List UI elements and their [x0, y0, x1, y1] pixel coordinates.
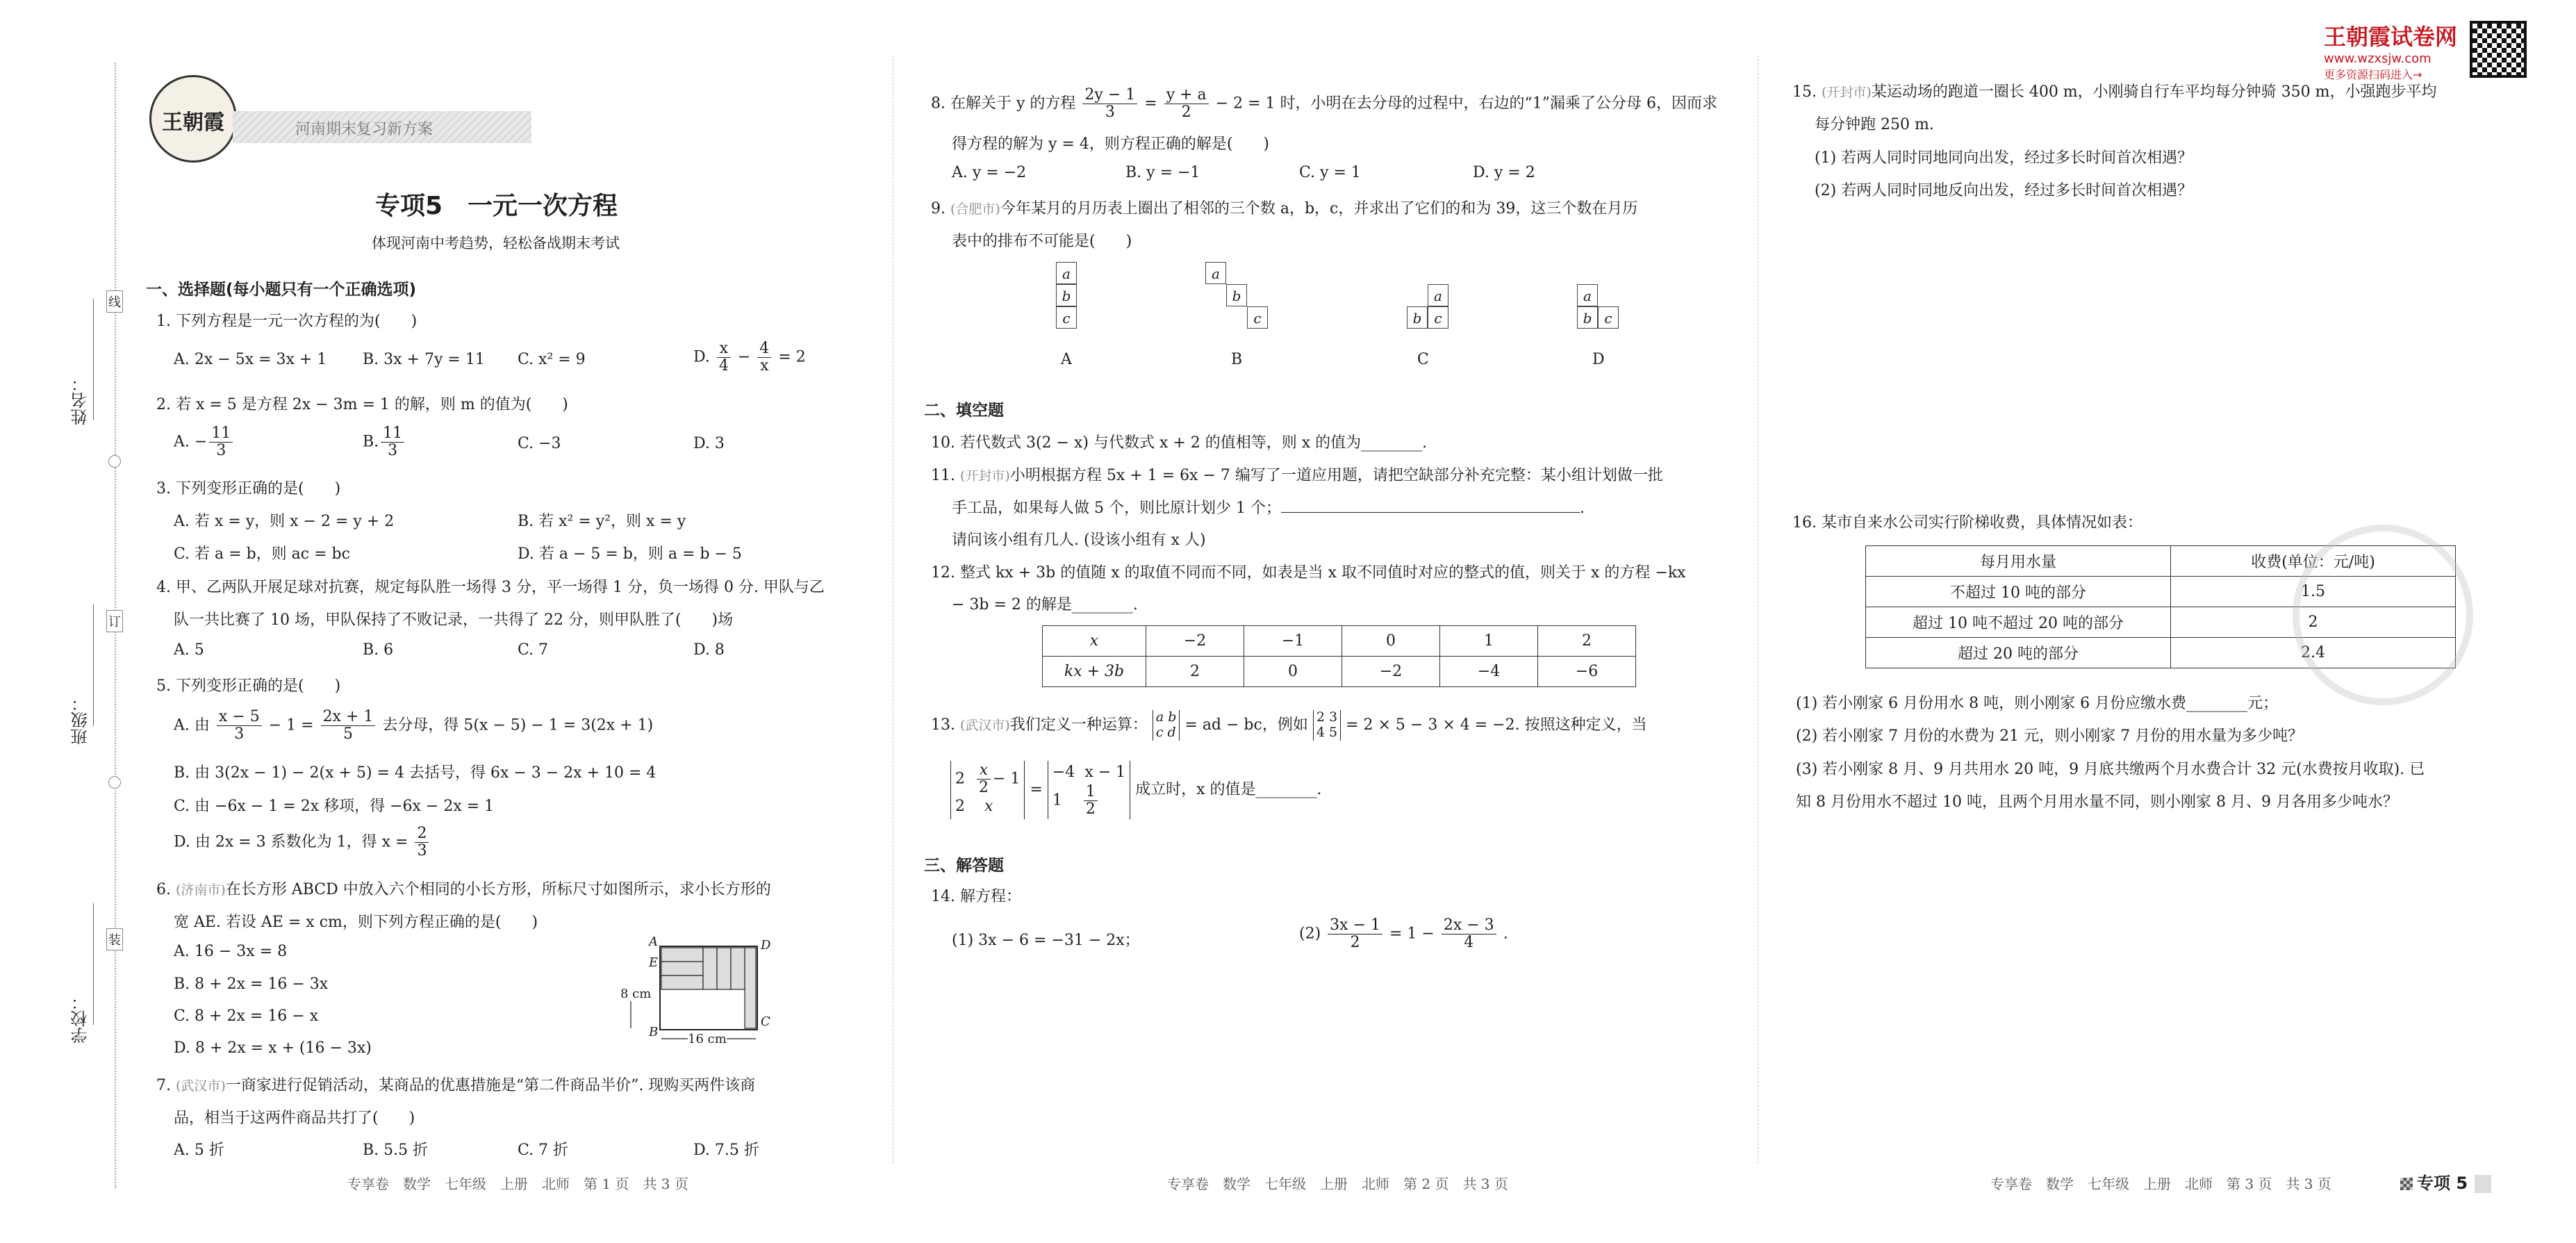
q2-stem: 2. 若 x = 5 是方程 2x − 3m = 1 的解，则 m 的值为( )	[156, 396, 568, 413]
q11-line3: 请问该小组有几人. (设该小组有 x 人)	[952, 532, 1206, 549]
page-title: 专项5 一元一次方程	[375, 192, 618, 220]
q6-option-c: C. 8 + 2x = 16 − x	[174, 1007, 319, 1025]
q9-label-a: A	[1061, 351, 1072, 368]
tag-corner-icon	[2400, 1178, 2413, 1190]
q1-option-d: D. $\frac{x}{4}$ − $\frac{4}{x}$ = 2	[693, 340, 806, 375]
q3-option-b: B. 若 x² = y²，则 x = y	[518, 513, 686, 530]
q13-line2: 2 $\frac{x}{2}$ − 1 2 x = −4 x − 1 1 $\frac{1}{2}$ 成立时，x 的值是________.	[950, 761, 1322, 819]
q13-line1: 13. (武汉市)我们定义一种运算： a b c d = ad − bc，例如 2 3 4 5 = 2 × 5 − 3 × 4 = −2. 按照这种定义，当	[931, 709, 1647, 740]
q8-option-d: D. y = 2	[1473, 164, 1535, 181]
q1-stem: 1. 下列方程是一元一次方程的为( )	[156, 313, 418, 330]
q4-line1: 4. 甲、乙两队开展足球对抗赛，规定每队胜一场得 3 分，平一场得 1 分，负一场得 0 分. 甲队与乙	[156, 579, 825, 596]
q6-fig-label-a: A	[649, 935, 658, 949]
q12-value-table: x −2 −1 0 1 2 kx + 3b 2 0 −2 −4 −6	[1042, 625, 1636, 687]
q12-line2: − 3b = 2 的解是________.	[952, 596, 1138, 614]
q5-option-c: C. 由 −6x − 1 = 2x 移项，得 −6x − 2x = 1	[174, 798, 495, 815]
q7-line1: 7. (武汉市)一商家进行促销活动，某商品的优惠措施是“第二件商品半价”. 现购买两件该商	[156, 1077, 756, 1094]
q8-option-c: C. y = 1	[1299, 164, 1361, 181]
q7-option-a: A. 5 折	[174, 1142, 224, 1159]
q4-option-b: B. 6	[363, 641, 394, 659]
q15-line1: 15. (开封市)某运动场的跑道一圈长 400 m，小刚骑自行车平均每分钟骑 350 m，小强跑步平均	[1792, 83, 2437, 101]
q14-stem: 14. 解方程：	[931, 888, 1021, 905]
school-label: 学校：	[71, 994, 90, 1044]
binding-tab-2: 订	[106, 610, 123, 632]
q8-line1: 8. 在解关于 y 的方程 $\frac{2y - 1}{3}$ = $\frac{y + a}{2}$ − 2 = 1 时，小明在去分母的过程中，右边的“1”漏乘了公分母 6，因而求	[931, 86, 1717, 122]
hole-1	[108, 455, 121, 468]
footer-page-1: 专享卷 数学 七年级 上册 北师 第 1 页 共 3 页	[347, 1176, 688, 1192]
q6-fig-label-d: D	[761, 938, 771, 953]
class-line	[93, 604, 94, 726]
brand-site: www.wzxsjw.com	[2324, 51, 2431, 66]
q16-part2: (2) 若小刚家 7 月份的水费为 21 元，则小刚家 7 月份的用水量为多少吨？	[1796, 727, 2304, 745]
q7-line2: 品，相当于这两件商品共打了( )	[174, 1110, 415, 1127]
q4-line2: 队一共比赛了 10 场，甲队保持了不败记录，一共得了 22 分，则甲队胜了( )场	[174, 611, 734, 629]
q6-option-a: A. 16 − 3x = 8	[174, 943, 288, 960]
q1-option-b: B. 3x + 7y = 11	[363, 351, 485, 368]
qr-code-icon	[2470, 21, 2527, 78]
q16-part3b: 知 8 月份用水不超过 10 吨，且两个月用水量不同，则小刚家 8 月、9 月各用多少吨水？	[1796, 793, 2398, 811]
q2-option-d: D. 3	[693, 435, 725, 452]
q7-option-c: C. 7 折	[518, 1142, 569, 1159]
q6-fig-label-c: C	[761, 1014, 770, 1029]
q6-line2: 宽 AE. 若设 AE = x cm，则下列方程正确的是( )	[174, 914, 538, 931]
section2-heading: 二、填空题	[924, 402, 1004, 420]
q16-water-fee-table: 每月用水量 收费(单位：元/吨) 不超过 10 吨的部分 1.5 超过 10 吨不超过 20 吨的部分 2 超过 20 吨的部分 2.4	[1865, 545, 2456, 668]
q14-part2: (2) $\frac{3x - 1}{2}$ = 1 − $\frac{2x - 3}{4}$ .	[1299, 916, 1508, 952]
q9-line1: 9. (合肥市)今年某月的月历表上圈出了相邻的三个数 a，b，c，并求出了它们的和为 39，这三个数在月历	[931, 200, 1638, 217]
page-subtitle: 体现河南中考趋势，轻松备战期末考试	[372, 235, 620, 252]
q6-fig-label-e: E	[649, 955, 659, 970]
q11-line2: 手工品，如果每人做 5 个，则比原计划少 1 个； .	[952, 500, 1585, 517]
q9-label-d: D	[1592, 351, 1605, 368]
logo-seal	[149, 75, 237, 163]
q2-option-a: A. − $\frac{11}{3}$	[174, 425, 235, 459]
name-line	[93, 299, 94, 420]
q6-line1: 6. (济南市)在长方形 ABCD 中放入六个相同的小长方形，所标尺寸如图所示，求小长方形的	[156, 881, 771, 898]
banner	[233, 111, 531, 143]
logo-text: 王朝霞	[162, 110, 224, 135]
hole-2	[108, 776, 121, 789]
binding-tab-3: 装	[106, 928, 123, 950]
q15-part2: (2) 若两人同时同地反向出发，经过多长时间首次相遇？	[1815, 182, 2193, 199]
school-line	[93, 903, 94, 1025]
q6-option-b: B. 8 + 2x = 16 − 3x	[174, 976, 329, 993]
q11-line1: 11. (开封市)小明根据方程 5x + 1 = 6x − 7 编写了一道应用题，请把空缺部分补充完整：某小组计划做一批	[931, 467, 1663, 484]
class-label: 班级：	[71, 695, 90, 745]
q9-label-c: C	[1417, 351, 1429, 368]
q8-option-b: B. y = −1	[1125, 164, 1200, 181]
q9-label-b: B	[1231, 351, 1243, 368]
q6-fig-label-b: B	[649, 1025, 659, 1039]
q7-option-d: D. 7.5 折	[693, 1142, 759, 1159]
q6-option-d: D. 8 + 2x = x + (16 − 3x)	[174, 1039, 372, 1057]
q2-option-c: C. −3	[518, 435, 561, 452]
q8-line2: 得方程的解为 y = 4，则方程正确的解是( )	[952, 135, 1270, 153]
section1-heading: 一、选择题(每小题只有一个正确选项)	[146, 281, 417, 299]
q5-stem: 5. 下列变形正确的是( )	[156, 677, 341, 695]
q10-text: 10. 若代数式 3(2 − x) 与代数式 x + 2 的值相等，则 x 的值为________.	[931, 434, 1428, 452]
footer-page-3: 专享卷 数学 七年级 上册 北师 第 3 页 共 3 页	[1990, 1176, 2331, 1192]
q7-option-b: B. 5.5 折	[363, 1142, 429, 1159]
q3-stem: 3. 下列变形正确的是( )	[156, 480, 341, 497]
q8-option-a: A. y = −2	[952, 164, 1027, 181]
name-label: 姓名：	[71, 375, 90, 425]
q5-option-a: A. 由 $\frac{x - 5}{3}$ − 1 = $\frac{2x + 1}{5}$ 去分母，得 5(x − 5) − 1 = 3(2x + 1)	[174, 708, 654, 743]
footer-page-2: 专享卷 数学 七年级 上册 北师 第 2 页 共 3 页	[1167, 1176, 1508, 1192]
topic-tag: 专项 5	[2400, 1169, 2491, 1194]
q4-option-c: C. 7	[518, 641, 549, 659]
q15-part1: (1) 若两人同时同地同向出发，经过多长时间首次相遇？	[1815, 149, 2193, 167]
q14-part1: (1) 3x − 6 = −31 − 2x；	[952, 932, 1140, 949]
q15-line2: 每分钟跑 250 m.	[1815, 116, 1934, 133]
q16-part3: (3) 若小刚家 8 月、9 月共用水 20 吨，9 月底共缴两个月水费合计 32 元(水费按月收取). 已	[1796, 761, 2425, 778]
q3-option-a: A. 若 x = y，则 x − 2 = y + 2	[174, 513, 395, 530]
section3-heading: 三、解答题	[924, 857, 1004, 875]
brand-block	[2324, 19, 2457, 82]
q3-option-d: D. 若 a − 5 = b，则 a = b − 5	[518, 545, 742, 563]
banner-text: 河南期末复习新方案	[295, 121, 434, 138]
q5-option-d: D. 由 2x = 3 系数化为 1，得 x = $\frac{2}{3}$	[174, 825, 431, 859]
q5-option-b: B. 由 3(2x − 1) − 2(x + 5) = 4 去括号，得 6x − 3 − 2x + 10 = 4	[174, 764, 657, 782]
q6-fig-width: 16 cm	[688, 1032, 727, 1046]
q1-option-a: A. 2x − 5x = 3x + 1	[174, 351, 327, 368]
q4-option-a: A. 5	[174, 641, 204, 659]
q1-option-c: C. x² = 9	[518, 351, 586, 368]
q4-option-d: D. 8	[693, 641, 725, 659]
brand-note: 更多资源扫码进入→	[2324, 68, 2422, 81]
q16-part1: (1) 若小刚家 6 月份用水 8 吨，则小刚家 6 月份应缴水费________元；	[1796, 695, 2279, 712]
watermark-seal	[2293, 525, 2473, 705]
q6-fig-height: 8 cm	[620, 987, 652, 1001]
q9-line2: 表中的排布不可能是( )	[952, 233, 1132, 250]
brand-name: 王朝霞试卷网	[2324, 24, 2458, 50]
q2-option-b: B. $\frac{11}{3}$	[363, 425, 406, 459]
binding-tab-1: 线	[106, 290, 123, 313]
q11-blank[interactable]	[1281, 512, 1580, 513]
q3-option-c: C. 若 a = b，则 ac = bc	[174, 545, 350, 563]
q16-stem: 16. 某市自来水公司实行阶梯收费，具体情况如表：	[1792, 514, 2142, 532]
q12-line1: 12. 整式 kx + 3b 的值随 x 的取值不同而不同，如表是当 x 取不同值时对应的整式的值，则关于 x 的方程 −kx	[931, 564, 1686, 582]
